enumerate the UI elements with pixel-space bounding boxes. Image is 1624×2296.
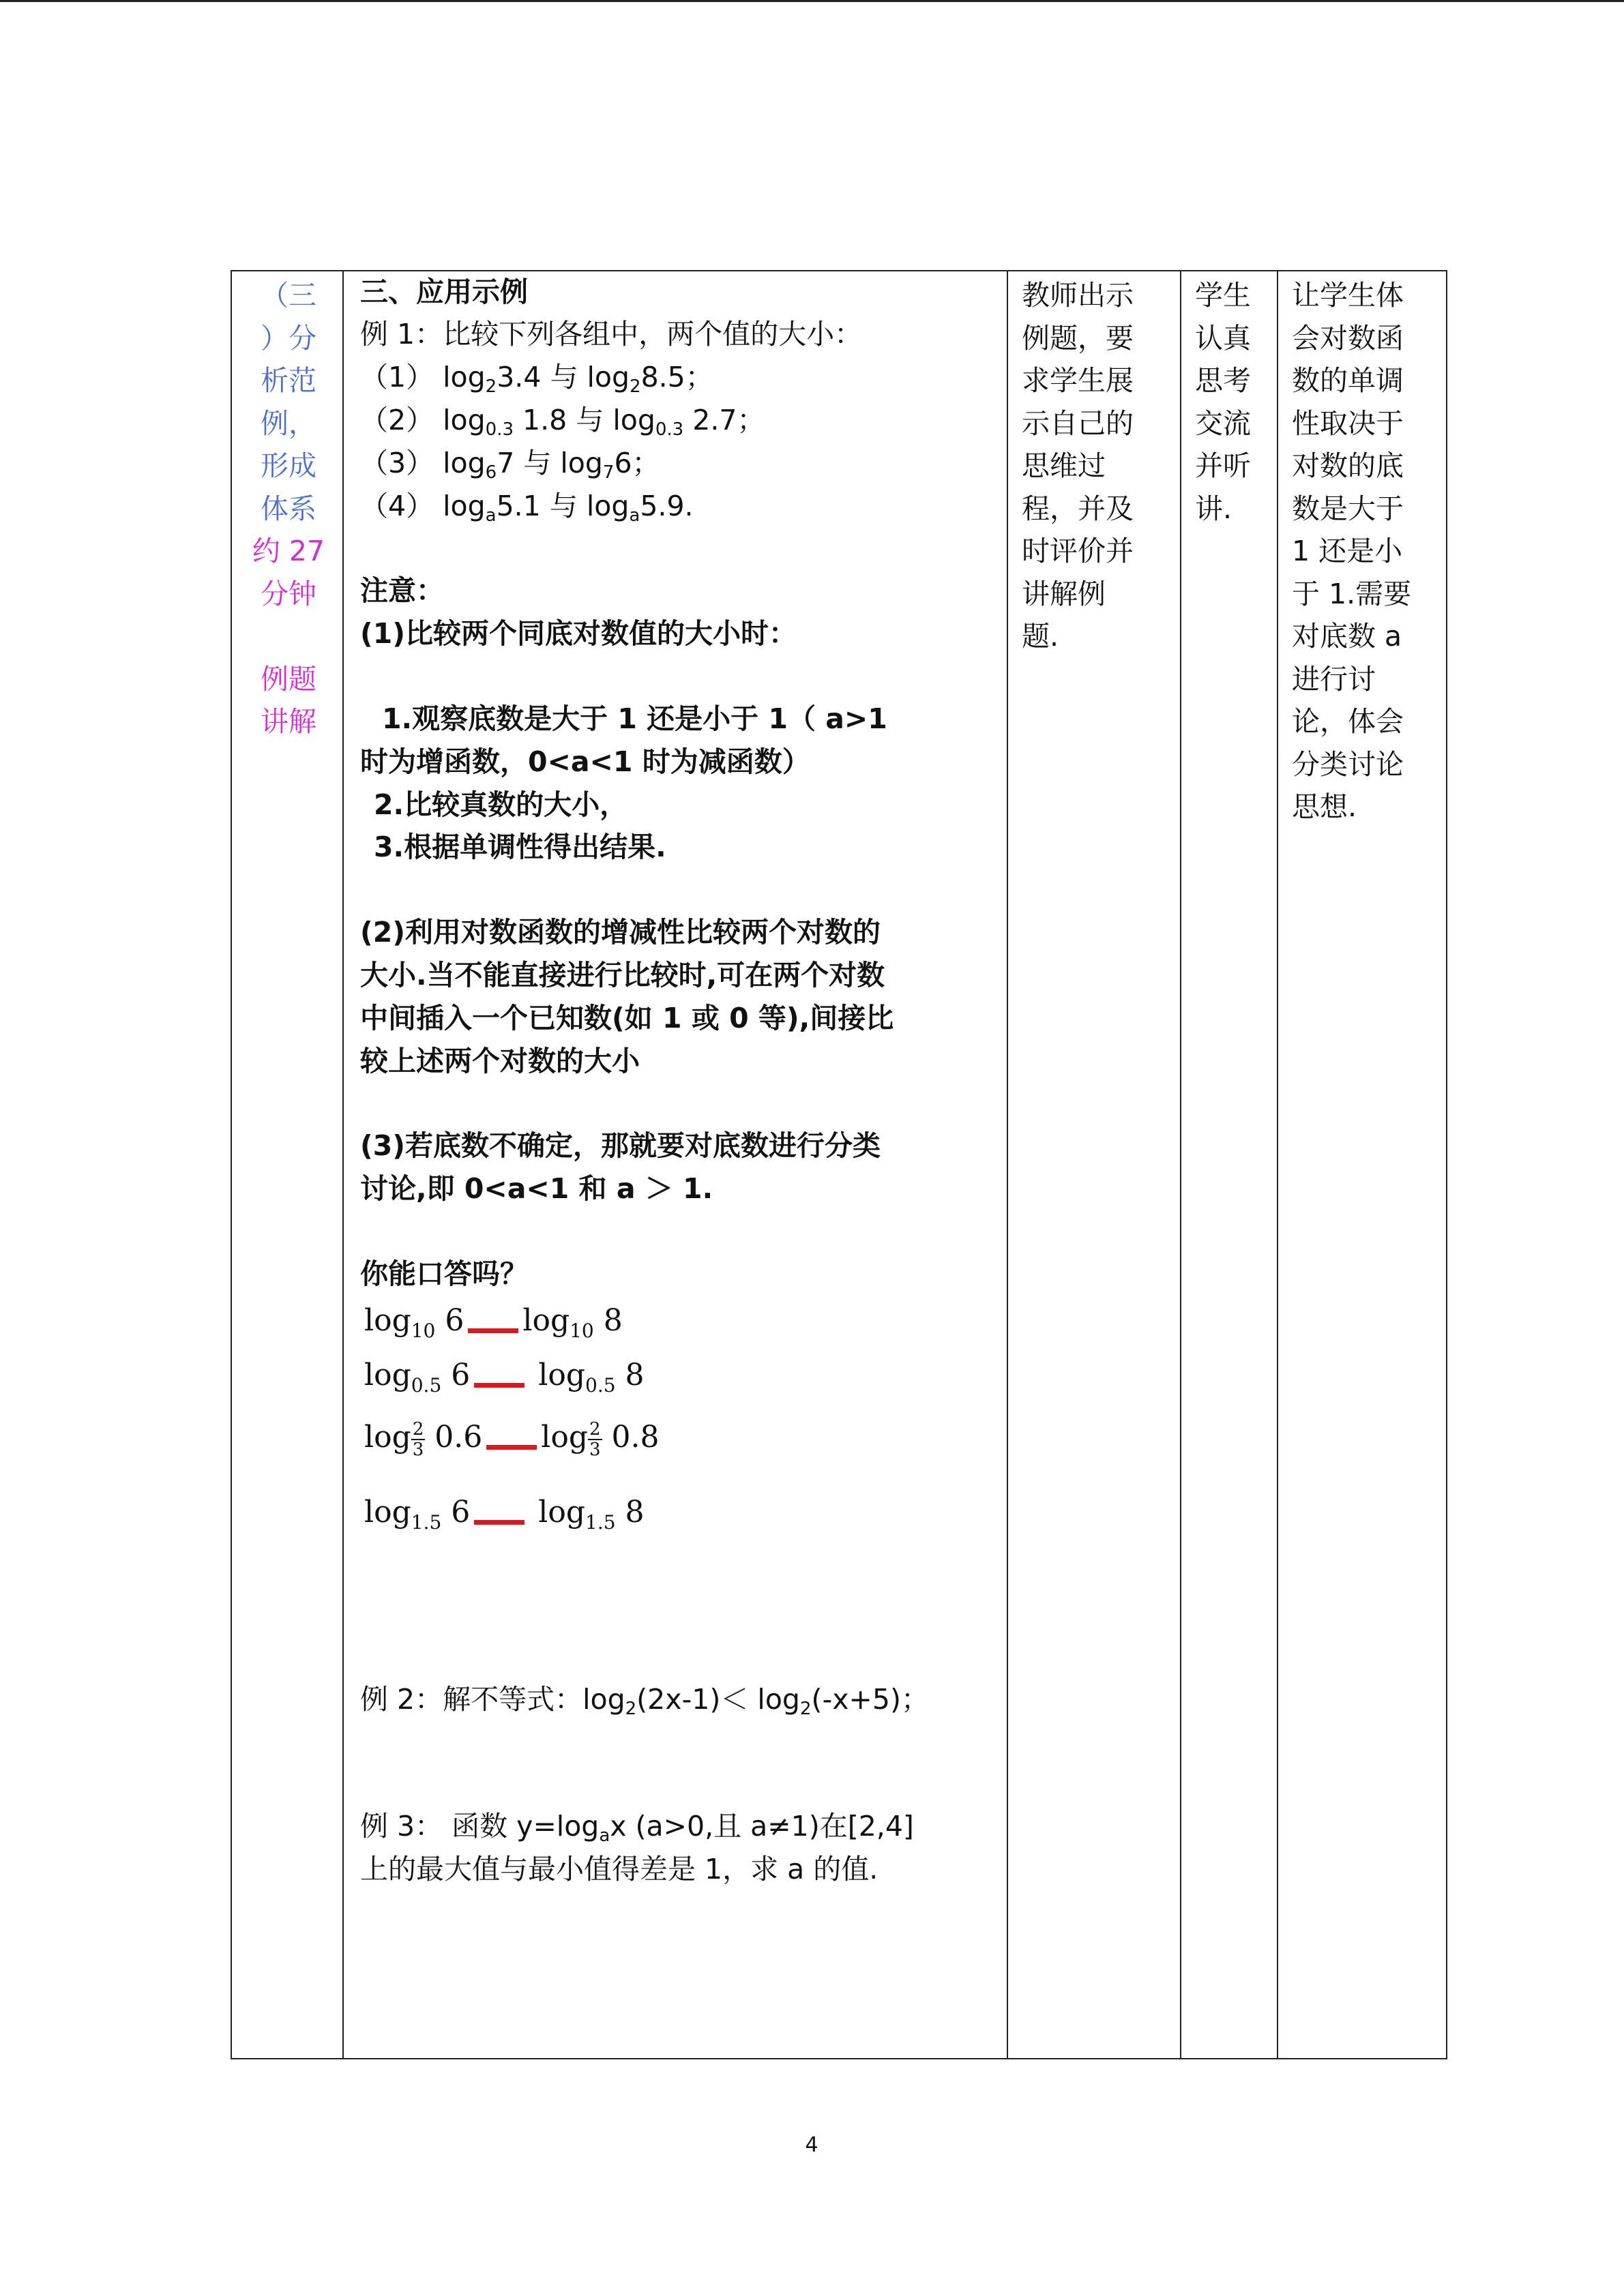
log-base: a	[599, 1825, 610, 1846]
fraction-den: 3	[412, 1440, 424, 1460]
intent-line: 对数的底	[1292, 449, 1404, 482]
log-base-fraction	[411, 1420, 426, 1459]
log-arg: 2.7；	[683, 404, 765, 436]
note2-line: 较上述两个对数的大小	[360, 1045, 640, 1077]
log-arg: 8	[625, 1495, 645, 1530]
student-activity-column	[1181, 271, 1278, 2058]
and-text: 与	[540, 490, 587, 522]
log-arg: 1.8	[514, 404, 567, 436]
log-arg: 0.8	[611, 1420, 660, 1455]
teacher-line: 教师出示	[1022, 279, 1134, 312]
oral-item	[364, 1412, 660, 1460]
example1-intro: 例 1：比较下列各组中，两个值的大小：	[360, 318, 863, 351]
log-base: 1.5	[411, 1511, 442, 1534]
log-base: 0.3	[655, 419, 684, 440]
stage-text	[248, 274, 329, 743]
log-base: 0.3	[485, 419, 514, 440]
student-line: 思考	[1195, 364, 1251, 397]
example-label: 讲解	[261, 705, 316, 738]
oral-item	[364, 1496, 645, 1532]
log-base: 2	[485, 376, 497, 397]
teacher-line: 例题，要	[1022, 321, 1134, 355]
and-text: 与	[514, 447, 561, 479]
intent-line: 论，体会	[1292, 705, 1404, 738]
stage-line: 例，	[261, 406, 316, 440]
teacher-text	[1022, 274, 1172, 658]
log-base: 6	[485, 462, 497, 483]
item-num: （2）	[360, 404, 434, 436]
log-text: log	[522, 1303, 570, 1338]
log-base: 2	[799, 1699, 812, 1719]
example-label: 例题	[261, 662, 316, 696]
stage-line: ）分	[261, 321, 316, 355]
answer-blank[interactable]	[474, 1520, 525, 1525]
log-text: log	[443, 404, 486, 436]
intent-line: 性取决于	[1292, 406, 1404, 440]
student-line: 并听	[1195, 449, 1251, 482]
log-base: 7	[602, 462, 615, 483]
log-text: log	[364, 1495, 411, 1530]
student-line: 交流	[1195, 406, 1251, 440]
teacher-line: 思维过	[1022, 449, 1106, 482]
stage-line: 形成	[261, 449, 316, 482]
answer-blank[interactable]	[468, 1328, 518, 1333]
example1-item	[360, 447, 660, 483]
log-arg: 6	[451, 1358, 471, 1392]
note2-line: (2)利用对数函数的增减性比较两个对数的	[360, 916, 881, 949]
content-column	[344, 271, 1008, 2058]
teacher-line: 示自己的	[1022, 406, 1134, 440]
example3-line2: 上的最大值与最小值得差是 1，求 a 的值.	[360, 1853, 879, 1885]
teacher-line: 程，并及	[1022, 492, 1134, 525]
and-text: 与	[567, 404, 613, 436]
note1-step3: 3.根据单调性得出结果.	[374, 831, 666, 863]
log-base: 10	[570, 1320, 594, 1342]
log-base-fraction	[588, 1420, 602, 1459]
note1-step1-cont: 时为增函数，0<a<1 时为减函数）	[360, 745, 810, 778]
log-arg: 6	[451, 1495, 471, 1530]
oral-title: 你能口答吗？	[360, 1257, 528, 1290]
stage-column	[232, 271, 344, 2058]
and-text: 与	[541, 361, 587, 393]
log-text: log	[538, 1495, 585, 1530]
log-arg: 8	[625, 1358, 645, 1392]
spacer	[248, 615, 329, 658]
intent-line: 会对数函	[1292, 321, 1404, 355]
intent-line: 对底数 a	[1292, 620, 1402, 653]
item-num: （3）	[360, 447, 434, 479]
log-arg: 7	[497, 447, 515, 479]
fraction-den: 3	[589, 1440, 601, 1460]
lesson-table	[231, 270, 1447, 2059]
teacher-line: 题.	[1022, 620, 1059, 653]
note1-step2: 2.比较真数的大小，	[374, 788, 628, 821]
log-base: 0.5	[411, 1374, 442, 1397]
log-text: log	[541, 1420, 588, 1455]
log-text: log	[364, 1303, 411, 1338]
log-arg: 6	[445, 1303, 464, 1338]
ex3-text: 例 3： 函数 y=log	[360, 1810, 600, 1843]
log-base: 2	[625, 1699, 637, 1719]
intent-line: 于 1.需要	[1292, 577, 1412, 610]
stage-line: 析范	[261, 364, 316, 397]
example3-line1	[360, 1810, 914, 1847]
example2	[360, 1683, 929, 1720]
fraction-num: 2	[412, 1419, 424, 1440]
intent-line: 分类讨论	[1292, 747, 1404, 781]
intent-line: 1 还是小	[1292, 535, 1403, 567]
item-num: （1）	[360, 361, 434, 393]
top-border	[0, 0, 1624, 2]
log-base: 10	[411, 1320, 436, 1342]
log-text: log	[587, 361, 630, 393]
log-text: log	[364, 1420, 411, 1455]
ex2-text: (2x-1)＜ log	[636, 1683, 800, 1716]
log-arg: 8	[603, 1303, 623, 1338]
log-text: log	[443, 447, 486, 479]
log-text: log	[538, 1358, 585, 1392]
log-base: 2	[630, 376, 641, 397]
log-base: a	[629, 505, 640, 526]
note1-title: (1)比较两个同底对数值的大小时：	[360, 617, 797, 650]
example1-item	[360, 361, 713, 398]
fraction-num: 2	[589, 1419, 601, 1440]
teacher-line: 讲解例	[1022, 577, 1106, 610]
log-arg: 0.6	[434, 1420, 483, 1455]
example1-item	[360, 490, 694, 526]
log-arg: 8.5；	[640, 361, 713, 393]
intent-line: 进行讨	[1292, 662, 1376, 696]
design-intent-column	[1278, 271, 1447, 2058]
log-base: 0.5	[585, 1374, 616, 1397]
section-heading: 三、应用示例	[360, 275, 528, 308]
student-text	[1195, 274, 1270, 530]
intent-line: 思想.	[1292, 790, 1357, 823]
student-line: 学生	[1195, 279, 1251, 312]
note-title: 注意：	[360, 574, 444, 607]
intent-line: 数是大于	[1292, 492, 1404, 525]
ex3-text: x (a>0,且 a≠1)在[2,4]	[610, 1810, 914, 1843]
oral-item	[364, 1304, 623, 1341]
item-num: （4）	[360, 490, 434, 522]
note2-line: 中间插入一个已知数(如 1 或 0 等),间接比	[360, 1002, 894, 1034]
time-line: 分钟	[261, 577, 316, 610]
note3-line: (3)若底数不确定，那就要对底数进行分类	[360, 1129, 881, 1162]
log-text: log	[560, 447, 603, 479]
intent-line: 让学生体	[1292, 279, 1404, 312]
page-number: 4	[805, 2133, 818, 2157]
teacher-activity-column	[1008, 271, 1181, 2058]
log-text: log	[612, 404, 655, 436]
log-text: log	[443, 361, 486, 393]
log-arg: 6；	[614, 447, 660, 479]
log-base: 1.5	[585, 1511, 616, 1534]
oral-item	[364, 1359, 645, 1395]
teacher-line: 求学生展	[1022, 364, 1134, 397]
intent-line: 数的单调	[1292, 364, 1404, 397]
log-base: a	[485, 505, 497, 526]
note3-line: 讨论,即 0<a<1 和 a ＞ 1.	[360, 1172, 713, 1205]
time-line: 约 27	[252, 535, 325, 567]
ex2-text: 例 2：解不等式：log	[360, 1683, 625, 1716]
log-arg: 5.9.	[640, 490, 694, 522]
log-text: log	[586, 490, 630, 522]
log-arg: 5.1	[496, 490, 541, 522]
example1-item	[360, 404, 765, 441]
log-text: log	[364, 1358, 411, 1392]
ex2-text: (-x+5)；	[811, 1683, 929, 1716]
teacher-line: 时评价并	[1022, 535, 1134, 567]
note2-line: 大小.当不能直接进行比较时,可在两个对数	[360, 959, 885, 992]
stage-line: （三	[261, 279, 316, 312]
student-line: 认真	[1195, 321, 1251, 355]
log-text: log	[443, 490, 486, 522]
stage-line: 体系	[261, 492, 316, 525]
log-arg: 3.4	[497, 361, 542, 393]
note1-step1: 1.观察底数是大于 1 还是小于 1（ a>1	[382, 702, 887, 735]
answer-blank[interactable]	[474, 1383, 525, 1388]
intent-text	[1292, 274, 1442, 829]
student-line: 讲.	[1195, 492, 1232, 525]
answer-blank[interactable]	[486, 1445, 537, 1450]
